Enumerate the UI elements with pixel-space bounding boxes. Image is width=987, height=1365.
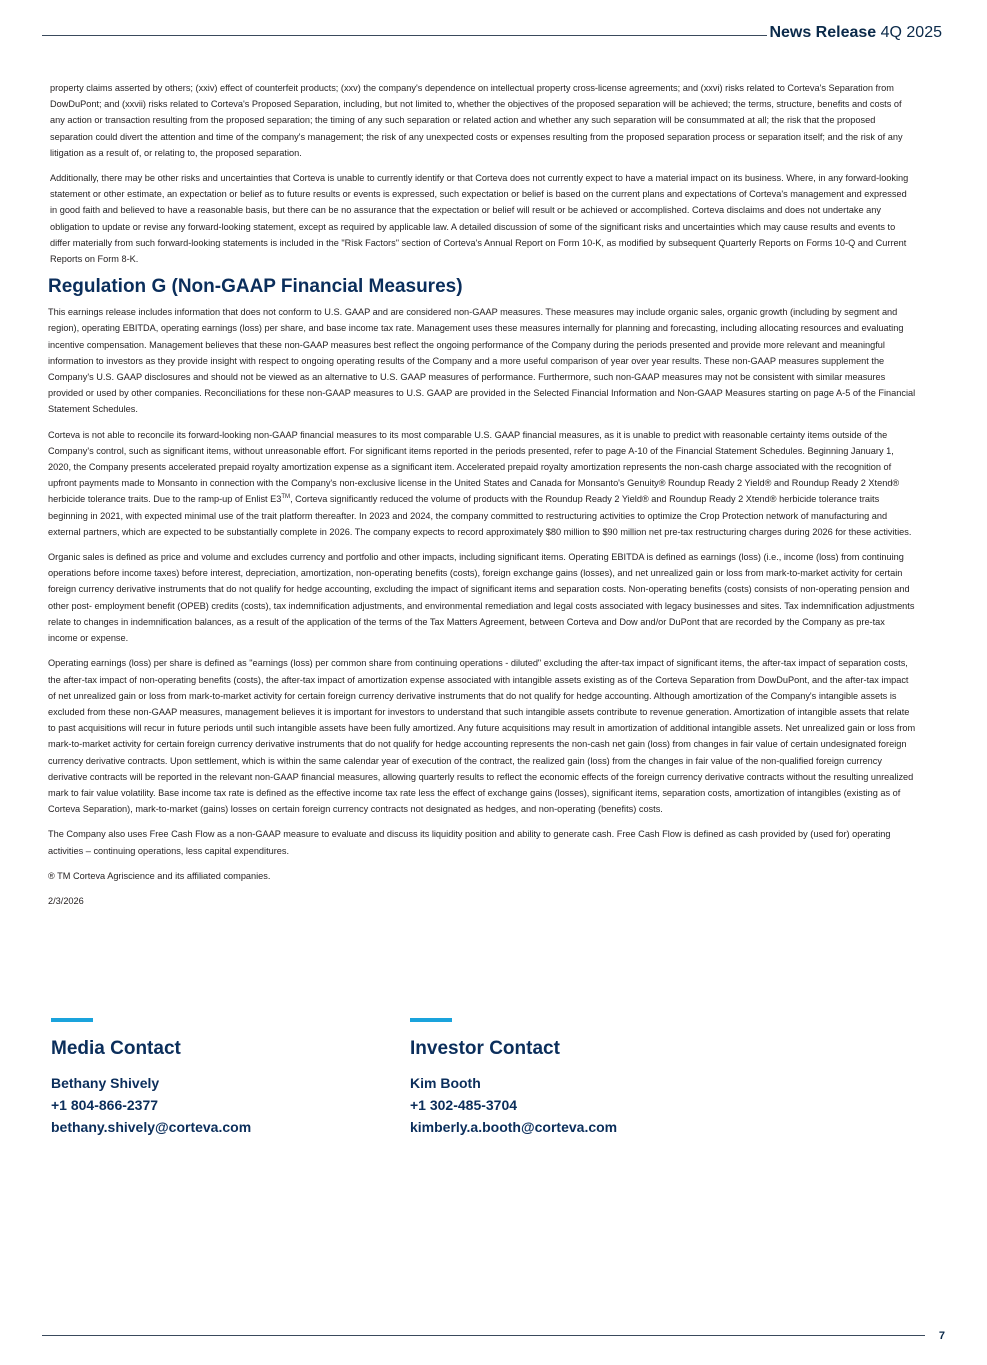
page-number: 7: [938, 1330, 945, 1342]
paragraph-organic-sales: Organic sales is defined as price and volume and excludes currency and portfolio and other impacts, including significant items. Operating EBITDA is defined as earnings (loss) (i.e., income (loss) from continuing operations before income taxes) before interest, depreciation, amortization, non-operating benefits (costs), foreign exchange gains (losses), and net unrealized gain or loss from mark-to-market activity for certain foreign currency derivative instruments that do not qualify for hedge accounting, excluding the impact of significant items and separation costs. Non-operating benefits (costs) consists of non-operating pension and other post- employment benefit (OPEB) credits (costs), tax indemnification adjustments, and environmental remediation and legal costs associated with legacy businesses and sites. Tax indemnification adjustments relate to changes in indemnification balances, as a result of the application of the terms of the Tax Matters Agreement, between Corteva and Dow and/or DuPont that are recorded by the Company as pre-tax income or expense.: [48, 552, 915, 644]
header-title-bold: News Release: [769, 24, 877, 41]
section-heading-regulation-g: Regulation G (Non-GAAP Financial Measures): [48, 276, 463, 298]
page-footer: [42, 1330, 945, 1344]
media-contact-title: Media Contact: [51, 1038, 181, 1059]
release-date: 2/3/2026: [48, 895, 84, 906]
footer-rule: [42, 1335, 925, 1336]
document-body: [50, 80, 916, 918]
investor-contact-name: Kim Booth: [410, 1075, 481, 1091]
paragraph-risks-continued: property claims asserted by others; (xxiv) effect of counterfeit products; (xxv) the company's dependence on intellectual property cross-license agreements; and (xxvi) risks related to Corteva's Separation from DowDuPont; and (xxvii) risks related to Corteva's Proposed Separation, including, but not limited to, whether the objectives of the proposed separation will be achieved; the terms, structure, benefits and costs of any action or transaction resulting from the proposed separation; the timing of any such separation or related action and whether any such separation will be consummated at all; the risk that the proposed separation could divert the attention and time of the company's management; the risk of any unexpected costs or expenses resulting from the proposed separation process or separation itself; and the risk of any litigation as a result of, or relating to, the proposed separation.: [50, 83, 903, 158]
media-contact: [51, 1018, 391, 1138]
trademark-superscript: TM: [281, 494, 291, 501]
investor-contact-title: Investor Contact: [410, 1038, 560, 1059]
header-title: [769, 24, 942, 42]
header-rule: [42, 35, 767, 36]
investor-contact-accent-bar: [410, 1018, 452, 1022]
paragraph-reconcile-text-b: , Corteva significantly reduced the volume of products with the Roundup Ready 2 Yield® and Roundup Ready 2 Xtend® herbicide tolerance traits beginning in 2021, with expected minimal use of the trait platform thereafter. In 2023 and 2024, the company committed to restructuring activities to optimize the Crop Protection network of manufacturing and external partners, which are expected to be substantially complete in 2026. The company expects to record approximately $80 million to $90 million net pre-tax restructuring charges during 2026 for these activities.: [48, 494, 912, 537]
media-contact-name: Bethany Shively: [51, 1075, 160, 1091]
header-title-period: 4Q 2025: [876, 24, 942, 41]
media-contact-phone: +1 804-866-2377: [51, 1097, 159, 1113]
page-header: [42, 24, 942, 48]
contacts-section: [51, 1018, 931, 1138]
media-contact-email[interactable]: bethany.shively@corteva.com: [51, 1119, 252, 1135]
paragraph-additional-risks: Additionally, there may be other risks and uncertainties that Corteva is unable to currently identify or that Corteva does not currently expect to have a material impact on its business. Where, in any forward-looking statement or other estimate, an expectation or belief as to future results or events is expressed, such expectation or belief is based on the current plans and expectations of Corteva's management and expressed in good faith and believed to have a reasonable basis, but there can be no assurance that the expectation or belief will result or be achieved or accomplished. Corteva disclaims and does not undertake any obligation to update or revise any forward-looking statement, except as required by applicable law. A detailed discussion of some of the significant risks and uncertainties which may cause results and events to differ materially from such forward-looking statements is included in the "Risk Factors" section of Corteva's Annual Report on Form 10-K, as modified by subsequent Quarterly Reports on Forms 10-Q and Current Reports on Form 8-K.: [50, 173, 909, 265]
paragraph-free-cash-flow: The Company also uses Free Cash Flow as a non-GAAP measure to evaluate and discuss its liquidity position and ability to generate cash. Free Cash Flow is defined as cash provided by (used for) operating activities – continuing operations, less capital expenditures.: [48, 829, 891, 856]
investor-contact-phone: +1 302-485-3704: [410, 1097, 518, 1113]
paragraph-non-gaap-intro: This earnings release includes information that does not conform to U.S. GAAP and are considered non-GAAP measures. These measures may include organic sales, organic growth (including by segment and region), operating EBITDA, operating earnings (loss) per share, and base income tax rate. Management uses these measures internally for planning and forecasting, including allocating resources and evaluating incentive compensation. Management believes that these non-GAAP measures best reflect the ongoing performance of the Company during the periods presented and provide more relevant and meaningful information to investors as they provide insight with respect to ongoing operating results of the Company and a more useful comparison of year over year results. These non-GAAP measures supplement the Company's U.S. GAAP disclosures and should not be viewed as an alternative to U.S. GAAP measures of performance. Furthermore, such non-GAAP measures may not be consistent with similar measures provided or used by other companies. Reconciliations for these non-GAAP measures to U.S. GAAP are provided in the Selected Financial Information and Non-GAAP Measures starting on page A-5 of the Financial Statement Schedules.: [48, 307, 916, 415]
paragraph-reconcile-text-a: Corteva is not able to reconcile its forward-looking non-GAAP financial measures to its most comparable U.S. GAAP financial measures, as it is unable to predict with reasonable certainty items outside of the Company's control, such as significant items, without unreasonable effort. For significant items reported in the periods presented, refer to page A-10 of the Financial Statement Schedules. Beginning January 1, 2020, the Company presents accelerated prepaid royalty amortization expense as a significant item. Accelerated prepaid royalty amortization represents the non-cash charge associated with the recognition of upfront payments made to Monsanto in connection with the Company's non-exclusive license in the United States and Canada for Monsanto's Genuity® Roundup Ready 2 Yield® and Roundup Ready 2 Xtend® herbicide tolerance traits. Due to the ramp-up of Enlist E3: [48, 429, 900, 505]
investor-contact: [410, 1018, 750, 1138]
investor-contact-email[interactable]: kimberly.a.booth@corteva.com: [410, 1119, 618, 1135]
trademark-notice: ® TM Corteva Agriscience and its affiliated companies.: [48, 870, 271, 881]
media-contact-accent-bar: [51, 1018, 93, 1022]
paragraph-operating-earnings: Operating earnings (loss) per share is defined as "earnings (loss) per common share from continuing operations - diluted" excluding the after-tax impact of significant items, the after-tax impact of separation costs, the after-tax impact of non-operating benefits (costs), the after-tax impact of amortization expense associated with intangible assets existing as of the Corteva Separation from DowDuPont, and the after-tax impact of net unrealized gain or loss from mark-to-market activity for certain foreign currency derivative instruments that do not qualify for hedge accounting. Although amortization of the Company's intangible assets is excluded from these non-GAAP measures, management believes it is important for investors to understand that such intangible assets contribute to revenue generation. Amortization of intangible assets that relate to past acquisitions will recur in future periods until such intangible assets have been fully amortized. Any future acquisitions may result in amortization of additional intangible assets. Net unrealized gain or loss from mark-to-market activity for certain foreign currency derivative instruments that do not qualify for hedge accounting represents the non-cash net gain (loss) from changes in fair value of certain undesignated foreign currency derivative contracts. Upon settlement, which is within the same calendar year of execution of the contract, the realized gain (loss) from the changes in fair value of the non-qualified foreign currency derivative contracts will be reported in the relevant non-GAAP financial measures, allowing quarterly results to reflect the economic effects of the foreign currency derivative contracts without the resulting unrealized mark to fair value volatility. Base income tax rate is defined as the effective income tax rate less the effect of exchange gains (losses), significant items, separation costs, amortization of intangibles (existing as of Corteva Separation), mark-to-market (gains) losses on certain foreign currency contracts not designated as hedges, and non-operating (benefits) costs.: [48, 658, 916, 815]
paragraph-reconcile: [48, 427, 916, 540]
